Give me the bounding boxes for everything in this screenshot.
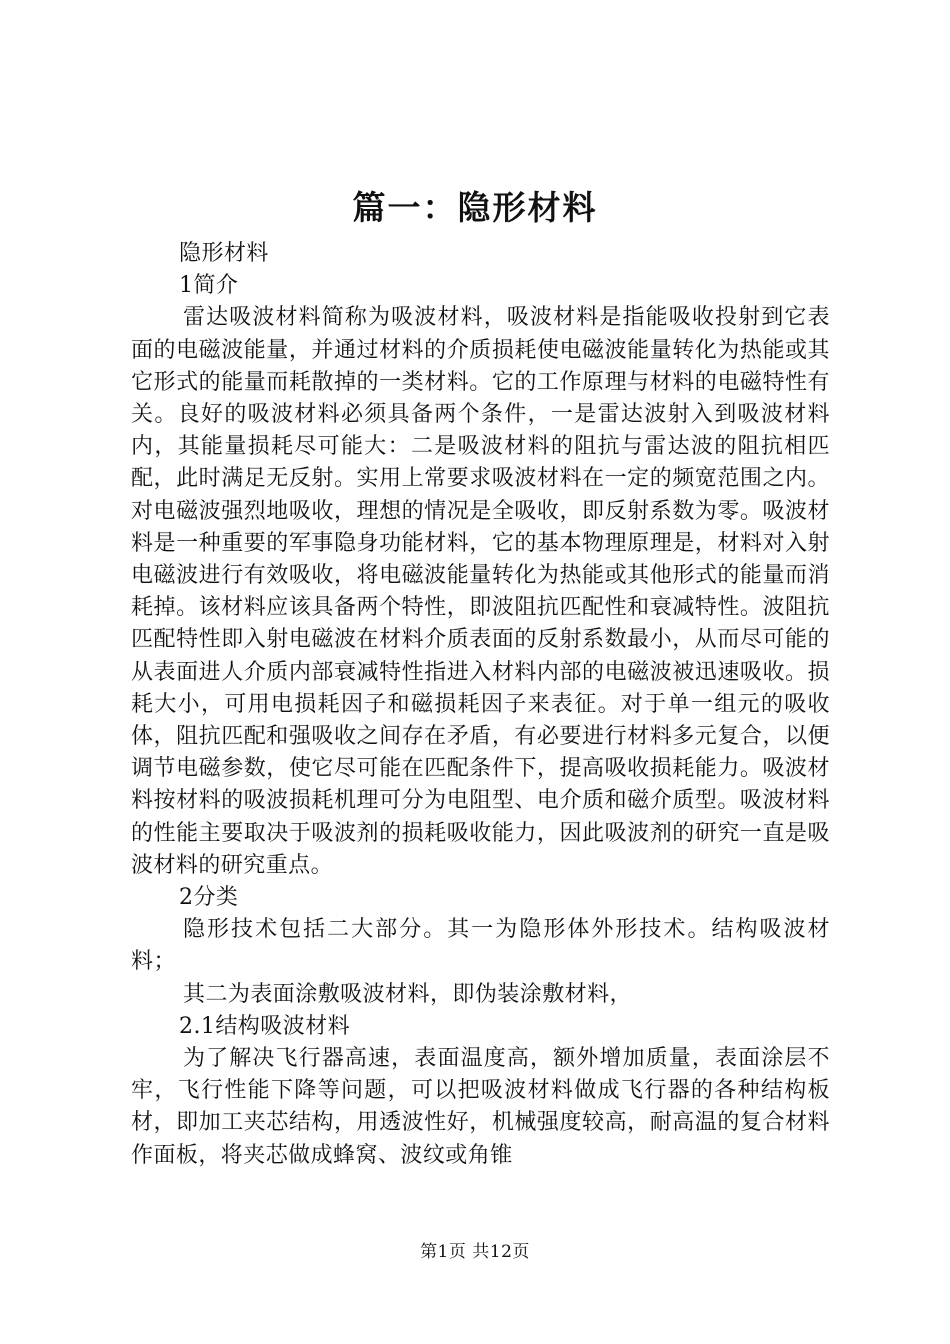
section-heading-structural: 2.1结构吸波材料 [179, 1013, 351, 1039]
document-body [131, 238, 830, 1172]
paragraph-structural: 为了解决飞行器高速，表面温度高，额外增加质量，表面涂层不牢，飞行性能下降等问题，可以把吸波材料做成飞行器的各种结构板材，即加工夹芯结构，用透波性好，机械强度较高，耐高温的复合材料作面板，将夹芯做成蜂窝、波纹或角锥 [131, 1046, 830, 1168]
paragraph-intro: 雷达吸波材料简称为吸波材料，吸波材料是指能吸收投射到它表面的电磁波能量，并通过材料的介质损耗使电磁波能量转化为热能或其它形式的能量而耗散掉的一类材料。它的工作原理与材料的电磁特性有关。良好的吸波材料必须具备两个条件，一是雷达波射入到吸波材料内，其能量损耗尽可能大：二是吸波材料的阻抗与雷达波的阻抗相匹配，此时满足无反射。实用上常要求吸波材料在一定的频宽范围之内。对电磁波强烈地吸收，理想的情况是全吸收，即反射系数为零。吸波材料是一种重要的军事隐身功能材料，它的基本物理原理是，材料对入射电磁波进行有效吸收，将电磁波能量转化为热能或其他形式的能量而消耗掉。该材料应该具备两个特性，即波阻抗匹配性和衰减特性。波阻抗匹配特性即入射电磁波在材料介质表面的反射系数最小，从而尽可能的从表面进人介质内部衰减特性指进入材料内部的电磁波被迅速吸收。损耗大小，可用电损耗因子和磁损耗因子来表征。对于单一组元的吸收体，阻抗匹配和强吸收之间存在矛盾，有必要进行材料多元复合，以便调节电磁参数，使它尽可能在匹配条件下，提高吸收损耗能力。吸波材料按材料的吸波损耗机理可分为电阻型、电介质和磁介质型。吸波材料的性能主要取决于吸波剂的损耗吸收能力，因此吸波剂的研究一直是吸波材料的研究重点。 [131, 305, 830, 878]
paragraph-heading: 隐形材料 [179, 241, 269, 266]
section-heading-classification: 2分类 [179, 885, 239, 911]
document-title: 篇一：隐形材料 [352, 188, 598, 227]
paragraph-classification: 隐形技术包括二大部分。其一为隐形体外形技术。结构吸波材料； [131, 917, 830, 975]
section-heading-intro: 1简介 [179, 273, 239, 299]
page-footer: 第1页 共12页 [420, 1242, 530, 1262]
paragraph-coating: 其二为表面涂敷吸波材料，即伪装涂敷材料， [183, 981, 633, 1007]
